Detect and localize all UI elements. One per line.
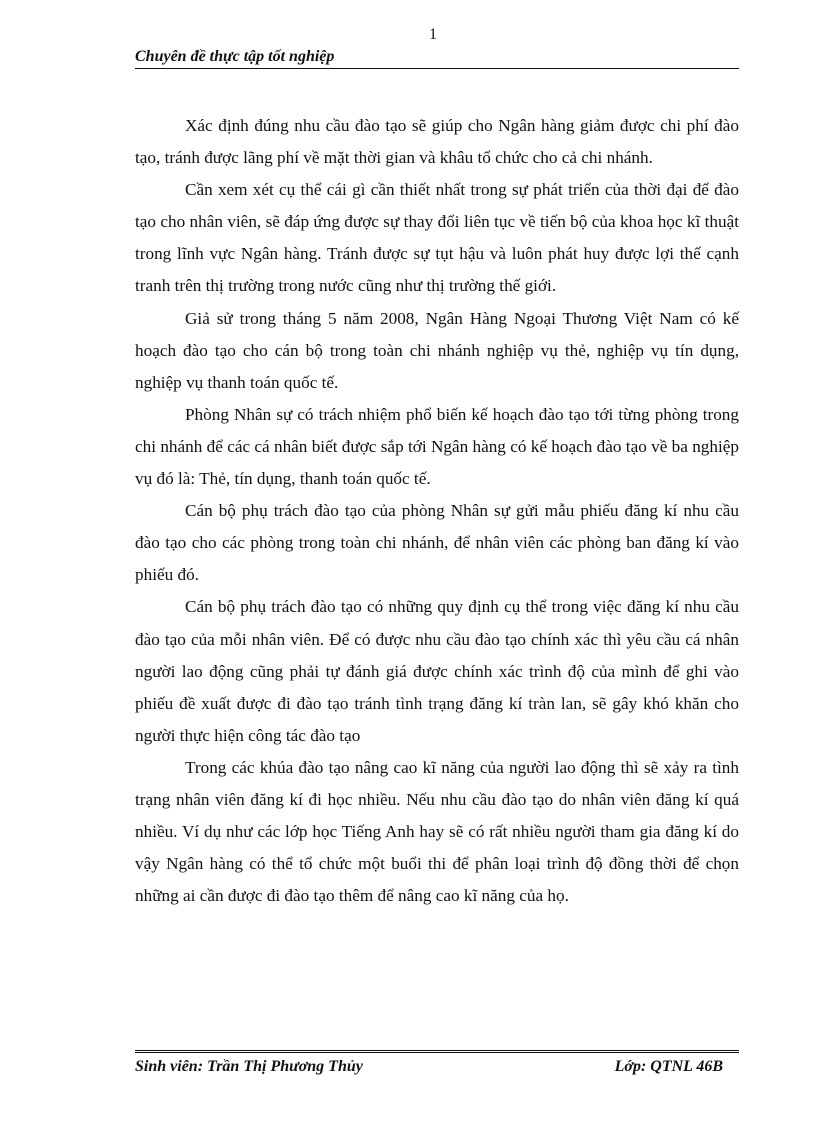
paragraph: Cán bộ phụ trách đào tạo của phòng Nhân sự gửi mẫu phiếu đăng kí nhu cầu đào tạo cho các phòng trong toàn chi nhánh, để nhân viên các phòng ban đăng kí vào phiếu đó. [135,501,739,585]
paragraph: Cần xem xét cụ thể cái gì cần thiết nhất trong sự phát triển của thời đại để đào tạo cho nhân viên, sẽ đáp ứng được sự thay đổi liên tục về tiến bộ của khoa học kĩ thuật trong lĩnh vực Ngân hàng. Tránh được sự tụt hậu và luôn phát huy được lợi thế cạnh tranh trên thị trường trong nước cũng như thị trường thế giới. [135,180,739,296]
body-text [135,110,739,912]
page-number: 1 [429,26,437,43]
page-header [135,48,739,69]
footer-student-name: Sinh viên: Trần Thị Phương Thủy [135,1058,363,1075]
paragraph: Phòng Nhân sự có trách nhiệm phổ biến kế hoạch đào tạo tới từng phòng trong chi nhánh để các cá nhân biết được sắp tới Ngân hàng có kế hoạch đào tạo về ba nghiệp vụ đó là: Thẻ, tín dụng, thanh toán quốc tế. [135,404,739,489]
paragraph: Xác định đúng nhu cầu đào tạo sẽ giúp cho Ngân hàng giảm được chi phí đào tạo, tránh được lãng phí về mặt thời gian và khâu tổ chức cho cả chi nhánh. [135,116,739,168]
page-footer [135,1050,739,1076]
paragraph: Giả sử trong tháng 5 năm 2008, Ngân Hàng Ngoại Thương Việt Nam có kế hoạch đào tạo cho cán bộ trong toàn chi nhánh nghiệp vụ thẻ, nghiệp vụ tín dụng, nghiệp vụ thanh toán quốc tế. [135,308,739,392]
header-title: Chuyên đề thực tập tốt nghiệp [135,48,335,65]
footer-class: Lớp: QTNL 46B [614,1058,723,1075]
paragraph: Cán bộ phụ trách đào tạo có những quy định cụ thể trong việc đăng kí nhu cầu đào tạo của mỗi nhân viên. Để có được nhu cầu đào tạo chính xác thì yêu cầu cá nhân người lao động cũng phải tự đánh giá được chính xác trình độ của mình để ghi vào phiếu đề xuất được đi đào tạo tránh tình trạng đăng kí tràn lan, sẽ gây khó khăn cho người thực hiện công tác đào tạo [135,597,739,745]
paragraph: Trong các khúa đào tạo nâng cao kĩ năng của người lao động thì sẽ xảy ra tình trạng nhân viên đăng kí đi học nhiều. Nếu nhu cầu đào tạo do nhân viên đăng kí quá nhiều. Ví dụ như các lớp học Tiếng Anh hay sẽ có rất nhiều người tham gia đăng kí do vậy Ngân hàng có thể tổ chức một buổi thi để phân loại trình độ đồng thời để chọn những ai cần được đi đào tạo thêm để nâng cao kĩ năng của họ. [135,757,739,906]
